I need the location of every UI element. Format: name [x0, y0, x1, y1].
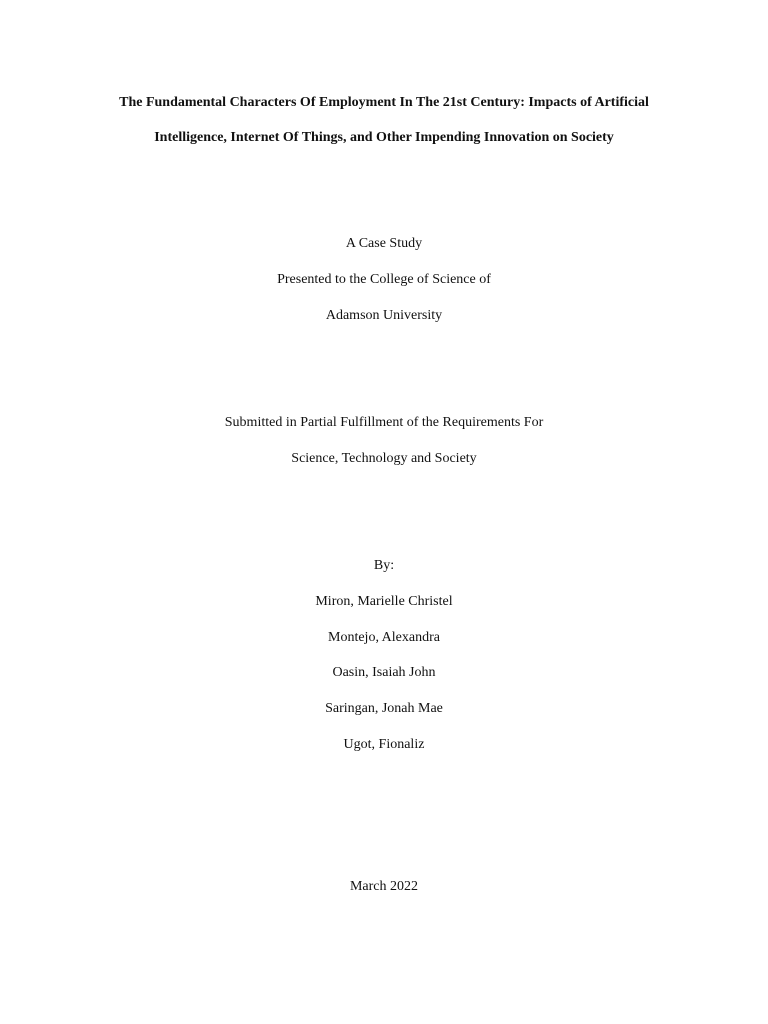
submitted-line-2: Science, Technology and Society [291, 451, 477, 466]
submission-date: March 2022 [349, 879, 419, 894]
author-name: Ugot, Fionaliz [343, 737, 425, 752]
title-line-2: Intelligence, Internet Of Things, and Other Impending Innovation on Society [154, 130, 614, 145]
case-study-label: A Case Study [345, 236, 423, 251]
presented-to-line: Presented to the College of Science of [277, 272, 491, 287]
author-name: Saringan, Jonah Mae [325, 701, 443, 716]
submitted-line-1: Submitted in Partial Fulfillment of the Requirements For [224, 415, 544, 430]
author-name: Miron, Marielle Christel [315, 594, 453, 609]
author-name: Montejo, Alexandra [328, 630, 440, 645]
by-label: By: [373, 558, 395, 573]
author-name: Oasin, Isaiah John [332, 665, 436, 680]
title-line-1: The Fundamental Characters Of Employment In The 21st Century: Impacts of Artificial [119, 95, 649, 110]
university-name: Adamson University [325, 308, 443, 323]
